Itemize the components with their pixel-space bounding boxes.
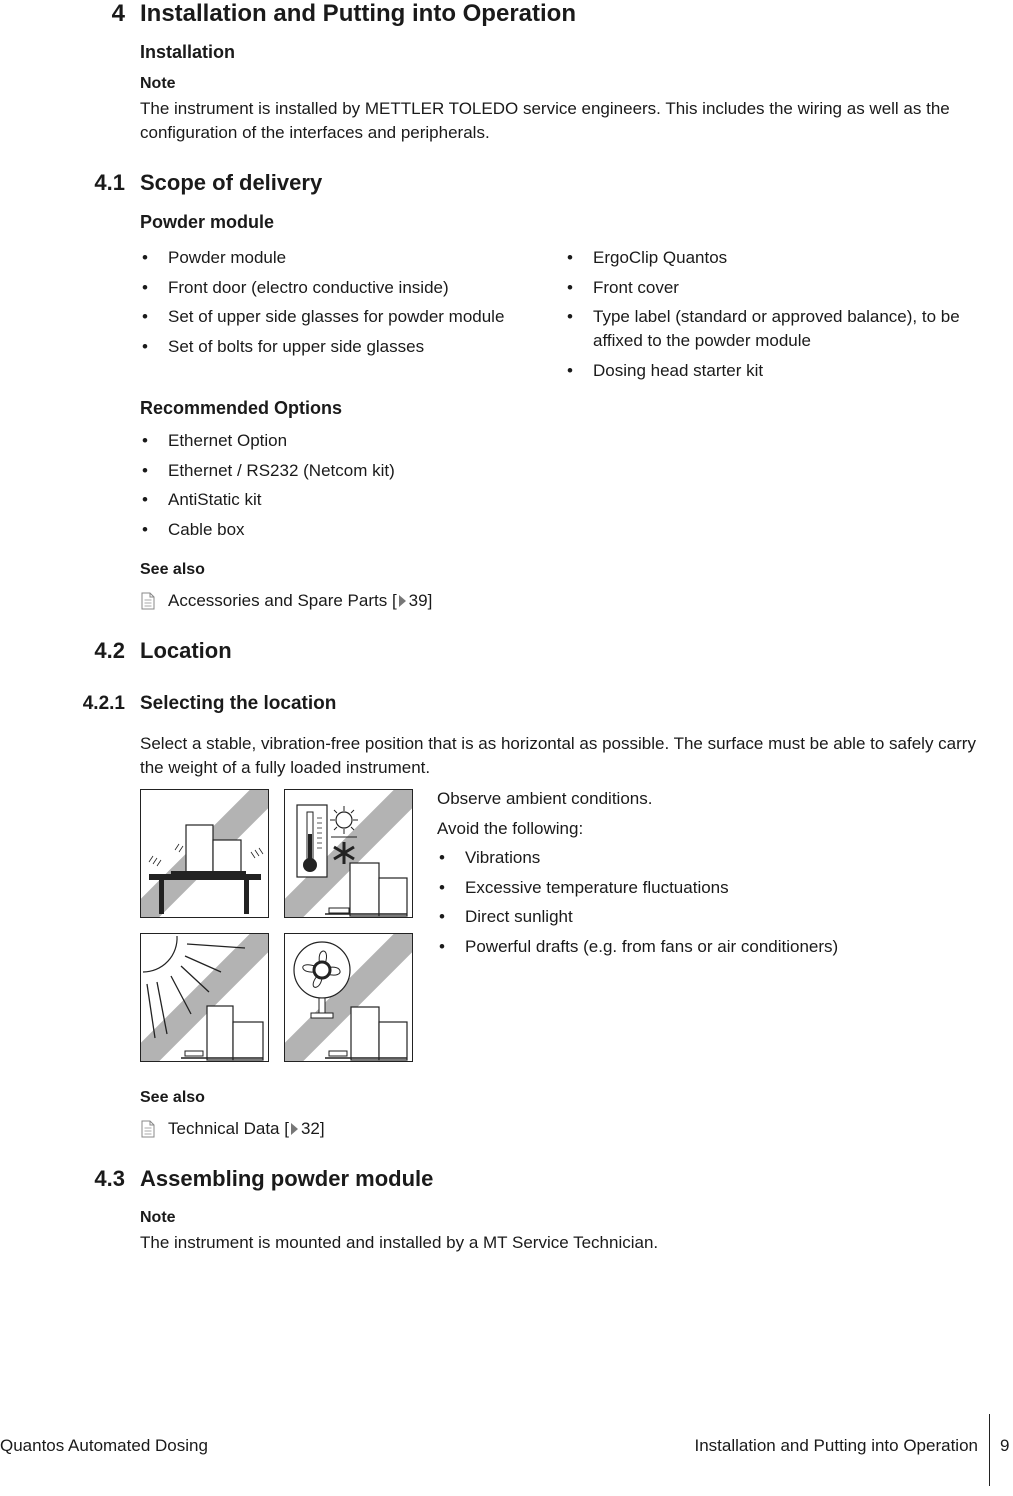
list-item: • AntiStatic kit: [140, 488, 540, 512]
avoid-list: [437, 846, 987, 964]
installation-heading: Installation: [140, 42, 236, 62]
see-also-text: Technical Data [: [168, 1119, 289, 1138]
section-number-4-2: 4.2: [94, 638, 125, 663]
chapter-number: 4: [111, 0, 125, 27]
section-number-4-1: 4.1: [94, 170, 125, 195]
list-item: • Powerful drafts (e.g. from fans or air conditioners): [437, 935, 987, 959]
list-item: • Excessive temperature fluctuations: [437, 876, 987, 900]
list-item: • Type label (standard or approved balance), to be affixed to the powder module: [565, 305, 990, 353]
list-item: • Ethernet Option: [140, 429, 540, 453]
temperature-illustration: [284, 789, 413, 918]
arrow-right-icon: [291, 1123, 298, 1135]
see-also-label-2: See also: [140, 1089, 205, 1106]
section-title-location: Location: [140, 638, 232, 663]
see-also-page: 32]: [300, 1119, 325, 1138]
selecting-intro: Select a stable, vibration-free position that is as horizontal as possible. The surface must be able to safely carry the weight of a fully loaded instrument.: [140, 734, 976, 777]
see-also-label-1: See also: [140, 561, 205, 578]
observe-text: Observe ambient conditions.: [437, 789, 653, 808]
drafts-fan-illustration: [284, 933, 413, 1062]
sunlight-illustration: [140, 933, 269, 1062]
arrow-right-icon: [399, 595, 406, 607]
section-number-4-3: 4.3: [94, 1166, 125, 1191]
vibrations-illustration: [140, 789, 269, 918]
list-item: • Dosing head starter kit: [565, 359, 990, 383]
list-item: • Powder module: [140, 246, 540, 270]
see-also-link-technical-data[interactable]: [140, 1117, 325, 1141]
see-also-link-accessories[interactable]: [140, 589, 432, 613]
assembling-note-text: The instrument is mounted and installed by a MT Service Technician.: [140, 1233, 659, 1252]
section-title-selecting: Selecting the location: [140, 693, 337, 714]
footer-divider: [989, 1414, 990, 1486]
list-item: • ErgoClip Quantos: [565, 246, 990, 270]
list-item: • Front door (electro conductive inside): [140, 276, 540, 300]
page-number: 9: [1000, 1436, 1010, 1455]
list-item: • Vibrations: [437, 846, 987, 870]
see-also-text: Accessories and Spare Parts [: [168, 591, 397, 610]
list-item: • Cable box: [140, 518, 540, 542]
scope-list-left: [140, 246, 540, 364]
footer-left: Quantos Automated Dosing: [0, 1436, 208, 1455]
powder-module-heading: Powder module: [140, 212, 275, 232]
list-item: • Set of bolts for upper side glasses: [140, 335, 540, 359]
options-list: [140, 429, 540, 547]
scope-list-right: [565, 246, 990, 388]
list-item: • Direct sunlight: [437, 905, 987, 929]
see-also-page: 39]: [408, 591, 433, 610]
recommended-options-heading: Recommended Options: [140, 398, 343, 418]
section-title-assembling: Assembling powder module: [140, 1166, 434, 1191]
avoid-text: Avoid the following:: [437, 819, 584, 838]
document-icon: [140, 592, 156, 610]
section-number-4-2-1: 4.2.1: [82, 693, 125, 714]
list-item: • Front cover: [565, 276, 990, 300]
document-icon: [140, 1120, 156, 1138]
assembling-note-label: Note: [140, 1209, 176, 1226]
footer-right: Installation and Putting into Operation: [694, 1436, 978, 1455]
installation-note-text: The instrument is installed by METTLER TOLEDO service engineers. This includes the wiring as well as the configuration of the interfaces and peripherals.: [140, 99, 950, 142]
chapter-title: Installation and Putting into Operation: [140, 0, 576, 27]
section-title-scope: Scope of delivery: [140, 170, 323, 195]
list-item: • Ethernet / RS232 (Netcom kit): [140, 459, 540, 483]
installation-note-label: Note: [140, 75, 176, 92]
list-item: • Set of upper side glasses for powder module: [140, 305, 540, 329]
